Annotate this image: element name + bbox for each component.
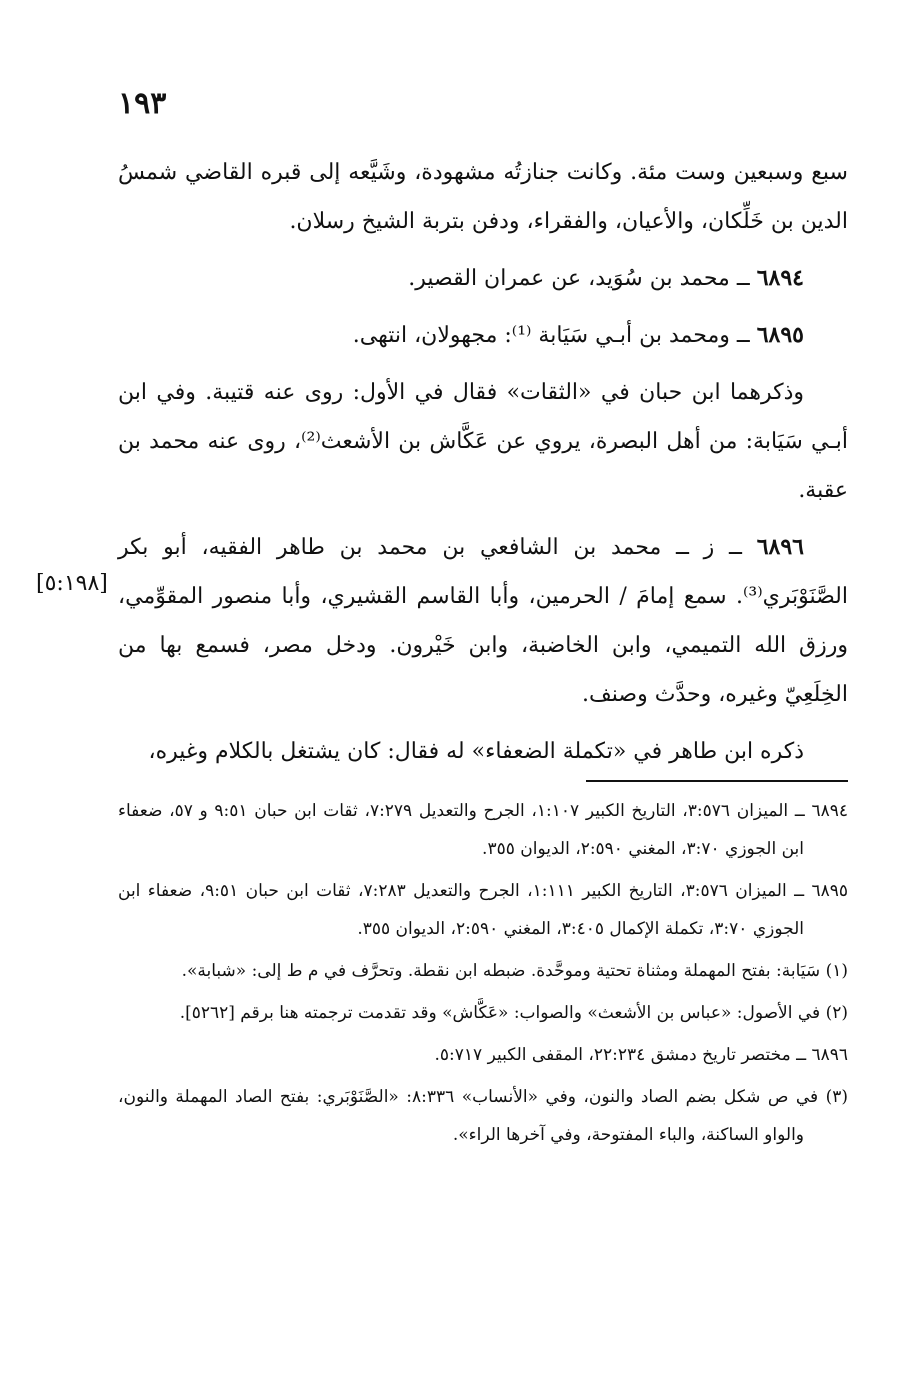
footnote-3: (٣) في ص شكل بضم الصاد والنون، وفي «الأنساب» ٨:٣٣٦: «الصَّنَوْبَري: بفتح الصاد المهملة والنون، والواو الساكنة، والباء المفتوحة، وفي آخرها الراء». xyxy=(118,1087,849,1145)
entry-text: ــ ومحمد بن أبـي سَيَابة ⁽¹⁾: مجهولان، انتهى. xyxy=(352,323,757,348)
paragraph-thiqat: وذكرهما ابن حبان في «الثقات» فقال في الأول: روى عنه قتيبة. وفي ابن أبـي سَيَابة: من أهل البصرة، يروي عن عَكَّاش بن الأشعث⁽²⁾، روى عنه محمد بن عقبة. xyxy=(118,380,848,503)
entry-number: ٦٨٩٥ xyxy=(756,322,804,348)
entry-6895 xyxy=(118,311,848,360)
entry-text: ــ ز ــ محمد بن الشافعي بن محمد بن طاهر الفقيه، أبو بكر الصَّنَوْبَري⁽³⁾. سمع إمامَ / الحرمين، وأبا القاسم القشيري، وأبا منصور المقوِّمي، ورزق الله التميمي، وابن الخاضبة، وابن خَيْرون. ودخل مصر، فسمع بها من الخِلَعِيّ وغيره، وحدَّث وصنف. xyxy=(118,535,848,707)
footnotes xyxy=(118,792,848,1158)
source-note-6896: ٦٨٩٦ ــ مختصر تاريخ دمشق ٢٢:٢٣٤، المقفى الكبير ٥:٧١٧. xyxy=(434,1045,848,1065)
entry-number: ٦٨٩٦ xyxy=(756,534,804,560)
footnote-1: (١) سَيَابة: بفتح المهملة ومثناة تحتية وموحَّدة. ضبطه ابن نقطة. وتحرَّف في م ط إلى: «شبابة». xyxy=(181,961,848,981)
paragraph-takmila: ذكره ابن طاهر في «تكملة الضعفاء» له فقال: كان يشتغل بالكلام وغيره، xyxy=(148,739,804,764)
entry-6894 xyxy=(118,254,848,303)
entry-text: ــ محمد بن سُوَيد، عن عمران القصير. xyxy=(408,266,757,291)
source-note-6895: ٦٨٩٥ ــ الميزان ٣:٥٧٦، التاريخ الكبير ١:١١١، الجرح والتعديل ٧:٢٨٣، ثقات ابن حبان ٩:٥١، ضعفاء ابن الجوزي ٣:٧٠، تكملة الإكمال ٣:٤٠٥، المغني ٢:٥٩٠، الديوان ٣٥٥. xyxy=(118,881,848,939)
entry-number: ٦٨٩٤ xyxy=(756,265,804,291)
margin-volume-reference: [٥:١٩٨] xyxy=(36,571,108,596)
footnote-2: (٢) في الأصول: «عباس بن الأشعث» والصواب: «عَكَّاش» وقد تقدمت ترجمته هنا برقم [٥٢٦٢]. xyxy=(179,1003,848,1023)
source-note-6894: ٦٨٩٤ ــ الميزان ٣:٥٧٦، التاريخ الكبير ١:١٠٧، الجرح والتعديل ٧:٢٧٩، ثقات ابن حبان ٩:٥١ و ٥٧، ضعفاء ابن الجوزي ٣:٧٠، المغني ٢:٥٩٠، الديوان ٣٥٥. xyxy=(118,801,848,859)
entry-6896 xyxy=(118,523,848,719)
main-text xyxy=(118,148,848,784)
page-number: ١٩٣ xyxy=(118,86,167,121)
paragraph-burial: سبع وسبعين وست مئة. وكانت جنازتُه مشهودة، وشَيَّعه إلى قبره القاضي شمسُ الدين بن خَلِّكان، والأعيان، والفقراء، ودفن بتربة الشيخ رسلان. xyxy=(118,160,848,234)
footnote-separator xyxy=(586,780,848,782)
